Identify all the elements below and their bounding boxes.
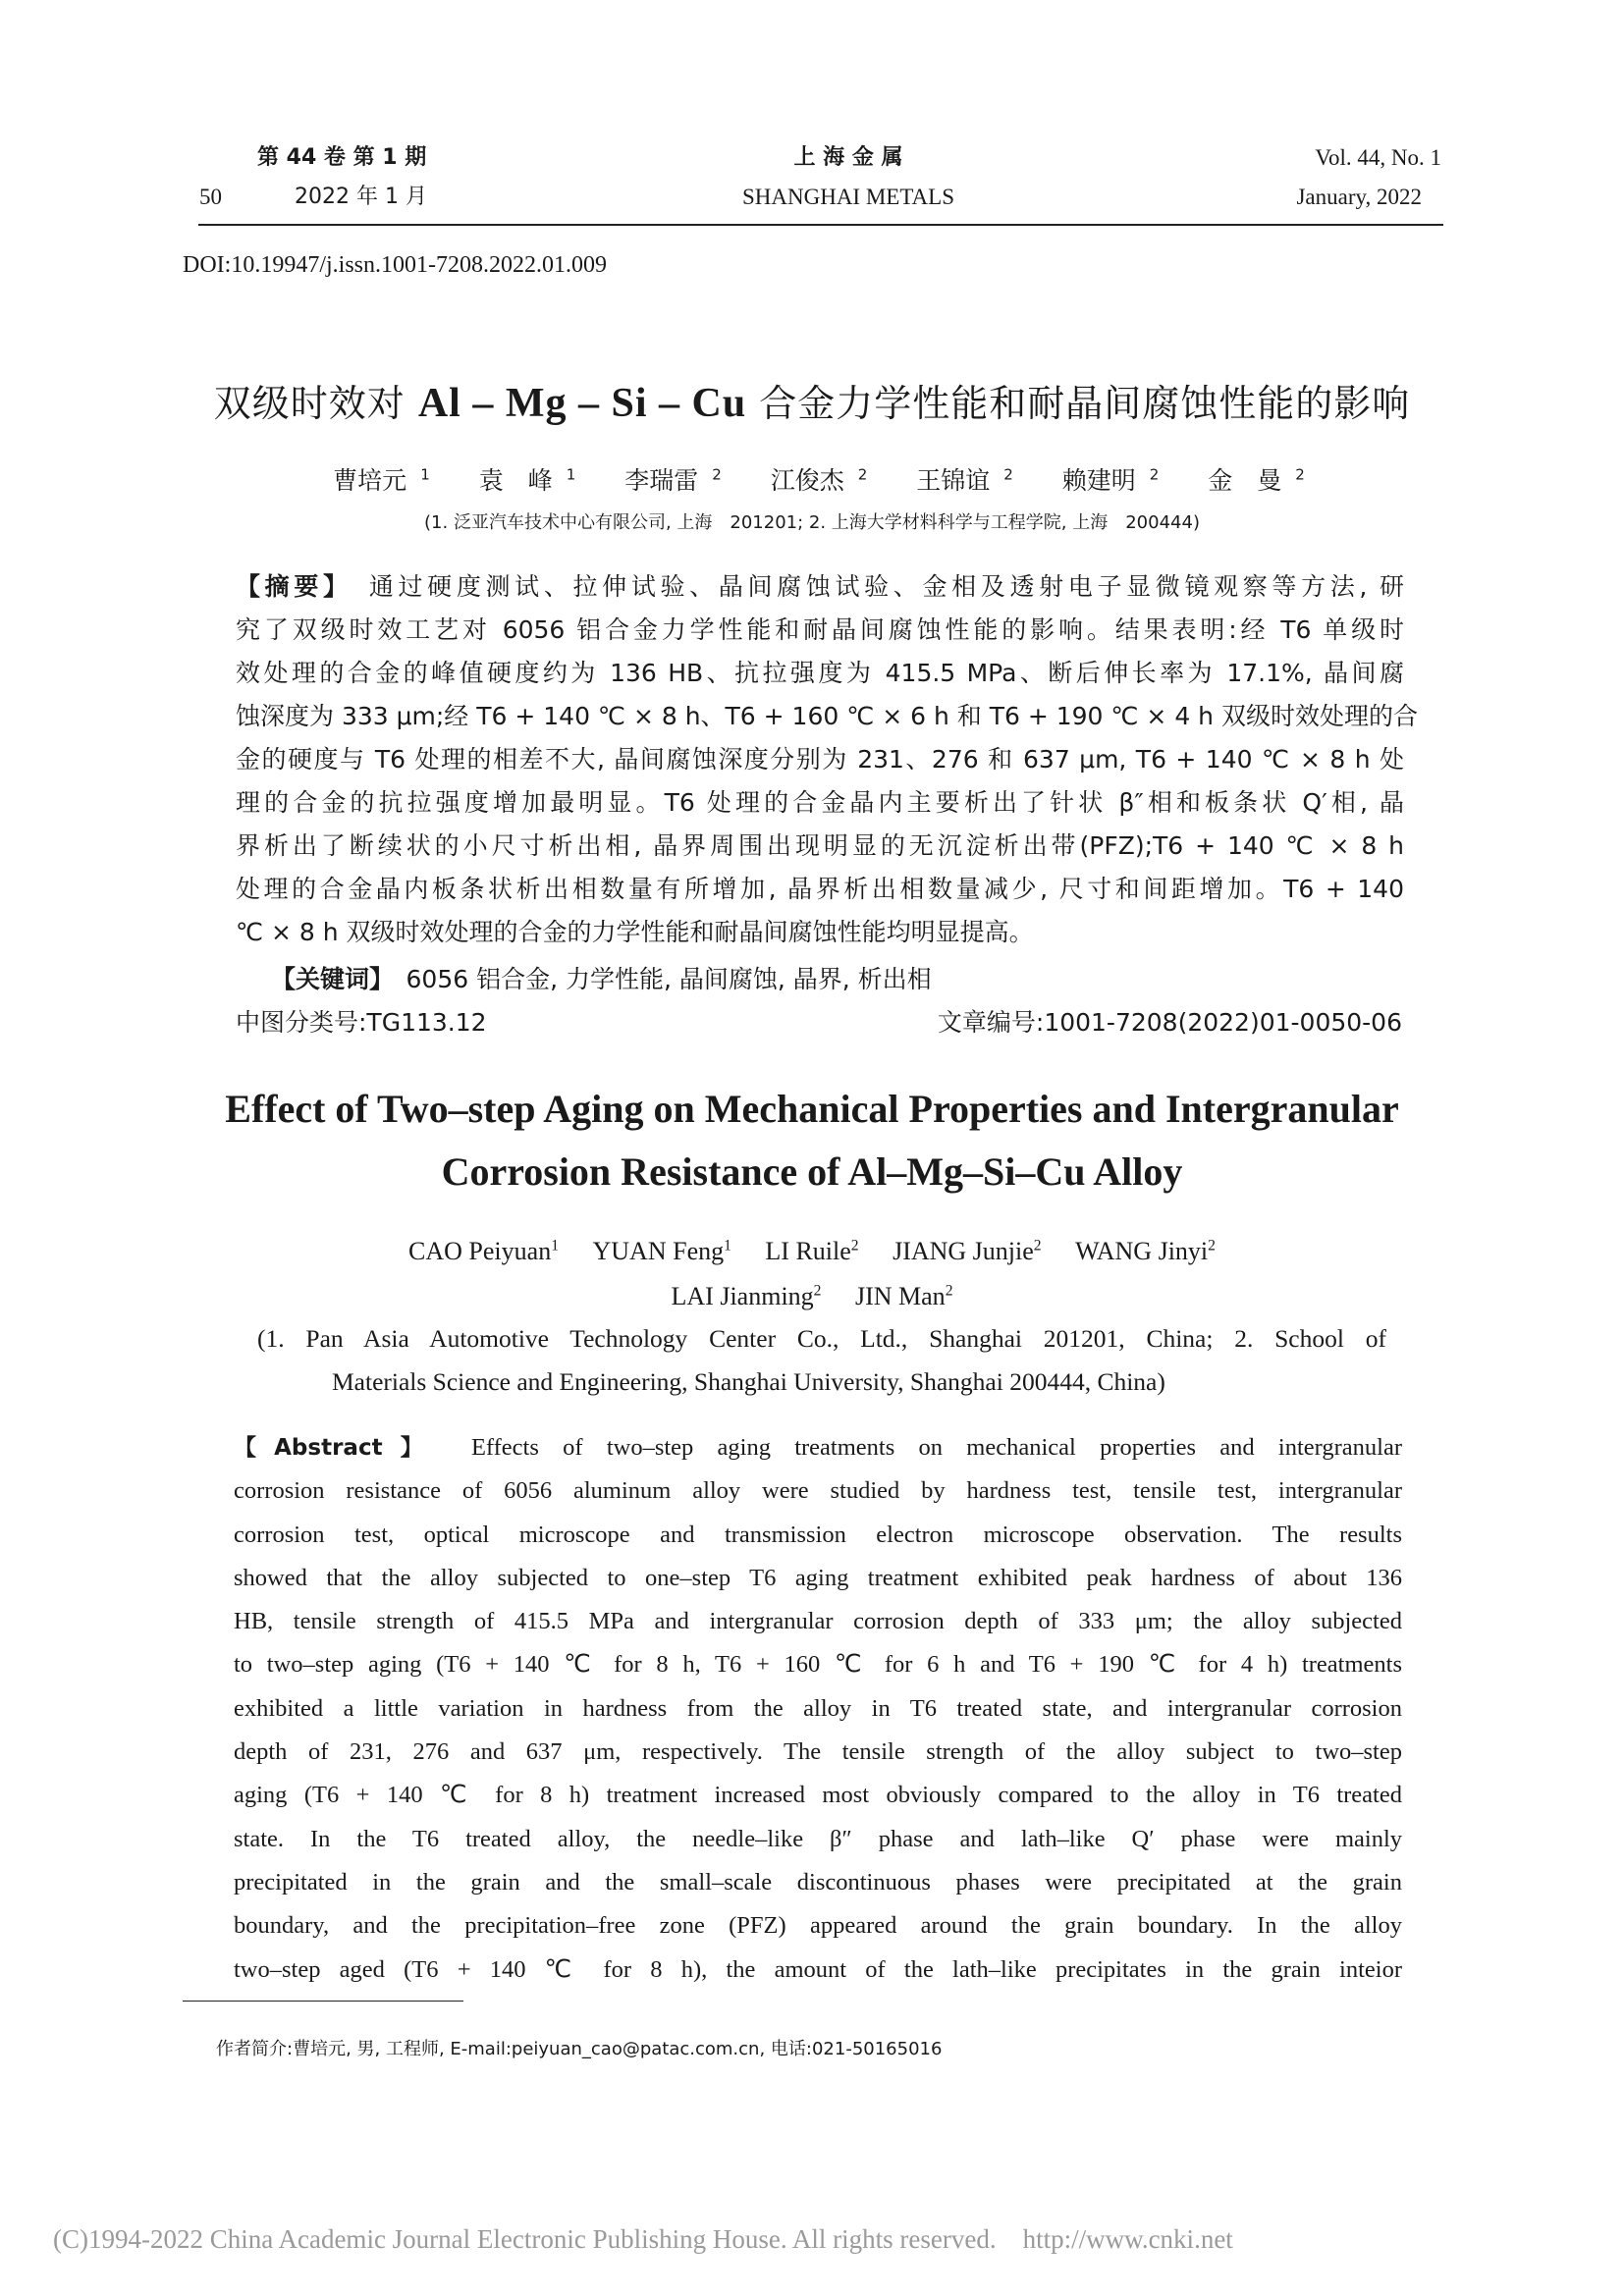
en-abstract-line: corrosion resistance of 6056 aluminum alloy were studied by hardness test, tensile test, intergranular — [234, 1477, 1402, 1505]
cn-affiliation: (1. 泛亚汽车技术中心有限公司, 上海 201201; 2. 上海大学材料科学与工程学院, 上海 200444) — [424, 512, 1200, 533]
en-affiliation — [257, 1317, 1386, 1405]
en-abstract-line: boundary, and the precipitation–free zone (PFZ) appeared around the grain boundary. In the alloy — [234, 1912, 1402, 1940]
en-abstract-line: state. In the T6 treated alloy, the needle–like β″ phase and lath–like Q′ phase were mainly — [234, 1825, 1402, 1852]
en-authors — [0, 1229, 1624, 1319]
cn-author: 李瑞雷 $^2$ — [624, 465, 722, 495]
en-abstract — [234, 1426, 1402, 1992]
cn-abstract — [236, 565, 1404, 609]
en-author: YUAN Feng$^1$ — [592, 1237, 731, 1265]
en-abstract-line: aging (T6 + 140 ℃ for 8 h) treatment increased most obviously compared to the alloy in T6 treated — [234, 1782, 1402, 1809]
en-affiliation-line: Materials Science and Engineering, Shanghai University, Shanghai 200444, China) — [332, 1367, 1165, 1397]
header-issue-cn: 第 44 卷 第 1 期 — [257, 145, 427, 170]
cn-keywords-label: 【关键词】 — [271, 965, 382, 993]
en-abstract-label: 【Abstract】 — [234, 1435, 430, 1461]
en-affiliation-line: (1. Pan Asia Automotive Technology Center Co., Ltd., Shanghai 201201, China; 2. School of — [257, 1324, 1386, 1353]
cn-abstract-label: 【摘要】 — [236, 572, 341, 601]
cn-title: 双级时效对 Al – Mg – Si – Cu 合金力学性能和耐晶间腐蚀性能的影响 — [213, 381, 1411, 426]
en-author: LAI Jianming$^2$ — [671, 1282, 822, 1310]
header-date-en: January, 2022 — [1296, 185, 1422, 209]
en-abstract-line: exhibited a little variation in hardness from the alloy in T6 treated state, and intergranular corrosion — [234, 1694, 1402, 1722]
en-author: JIANG Junjie$^2$ — [893, 1237, 1042, 1265]
cnki-link[interactable]: http://www.cnki.net — [1022, 2224, 1233, 2254]
en-abstract-line: corrosion test, optical microscope and transmission electron microscope observation. The results — [234, 1521, 1402, 1548]
footnote-rule — [183, 2001, 463, 2002]
cn-abstract-line: 处理的合金晶内板条状析出相数量有所增加, 晶界析出相数量减少, 尺寸和间距增加。T6 + 140 — [236, 875, 1404, 903]
cn-article-number: 文章编号:1001-7208(2022)01-0050-06 — [937, 1008, 1402, 1037]
header-rule — [198, 224, 1443, 226]
en-author: CAO Peiyuan$^1$ — [408, 1237, 559, 1265]
cn-abstract-line: ℃ × 8 h 双级时效处理的合金的力学性能和耐晶间腐蚀性能均明显提高。 — [236, 918, 1034, 946]
en-abstract-line: showed that the alloy subjected to one–step T6 aging treatment exhibited peak hardness of about 136 — [234, 1564, 1402, 1591]
header-page-number: 50 — [199, 185, 222, 209]
en-abstract-line: precipitated in the grain and the small–scale discontinuous phases were precipitated at the grain — [234, 1868, 1402, 1896]
en-abstract-line: depth of 231, 276 and 637 μm, respectively. The tensile strength of the alloy subject to two–step — [234, 1738, 1402, 1766]
en-title — [0, 1078, 1624, 1203]
copyright-notice: (C)1994-2022 China Academic Journal Electronic Publishing House. All rights reserved. http://www.cnki.net — [53, 2224, 1233, 2254]
header-journal-cn: 上 海 金 属 — [793, 145, 903, 170]
cn-author: 金 曼 $^2$ — [1208, 465, 1305, 495]
cn-abstract-line: 效处理的合金的峰值硬度约为 136 HB、抗拉强度为 415.5 MPa、断后伸长率为 17.1%, 晶间腐 — [236, 659, 1404, 687]
cn-author: 袁 峰 $^1$ — [478, 465, 576, 495]
cn-authors — [0, 461, 1624, 497]
en-abstract-line: to two–step aging (T6 + 140 ℃ for 8 h, T6 + 160 ℃ for 6 h and T6 + 190 ℃ for 4 h) treatments — [234, 1651, 1402, 1679]
en-abstract-line: two–step aged (T6 + 140 ℃ for 8 h), the amount of the lath–like precipitates in the grain inteior — [234, 1955, 1402, 1983]
cn-abstract-body — [236, 609, 1418, 954]
en-abstract-line: HB, tensile strength of 415.5 MPa and intergranular corrosion depth of 333 μm; the alloy subjected — [234, 1608, 1402, 1635]
cn-author: 曹培元 $^1$ — [333, 465, 430, 495]
cn-abstract-line: 界析出了断续状的小尺寸析出相, 晶界周围出现明显的无沉淀析出带(PFZ);T6 + 140 ℃ × 8 h — [236, 831, 1404, 860]
cn-keywords: 【关键词】 6056 铝合金, 力学性能, 晶间腐蚀, 晶界, 析出相 — [271, 965, 932, 993]
cn-abstract-line: 【摘要】 通过硬度测试、拉伸试验、晶间腐蚀试验、金相及透射电子显微镜观察等方法, 研 — [236, 572, 1404, 601]
en-author: WANG Jinyi$^2$ — [1075, 1237, 1216, 1265]
cn-classification: 中图分类号:TG113.12 — [236, 1008, 487, 1037]
doi: DOI:10.19947/j.issn.1001-7208.2022.01.009 — [183, 252, 607, 278]
en-author: JIN Man$^2$ — [854, 1282, 953, 1310]
cn-abstract-line: 蚀深度为 333 μm;经 T6 + 140 ℃ × 8 h、T6 + 160 ℃ × 6 h 和 T6 + 190 ℃ × 4 h 双级时效处理的合 — [236, 702, 1418, 730]
cn-author: 江俊杰 $^2$ — [770, 465, 868, 495]
header-date-cn: 2022 年 1 月 — [295, 185, 427, 209]
footnote-author-info: 作者简介:曹培元, 男, 工程师, E-mail:peiyuan_cao@patac.com.cn, 电话:021-50165016 — [216, 2039, 943, 2059]
cn-author: 王锦谊 $^2$ — [916, 465, 1013, 495]
en-abstract-line: 【Abstract】 Effects of two–step aging treatments on mechanical properties and intergranular — [234, 1434, 1402, 1461]
header-journal-en: SHANGHAI METALS — [741, 185, 955, 209]
cn-abstract-line: 理的合金的抗拉强度增加最明显。T6 处理的合金晶内主要析出了针状 β″相和板条状 Q′相, 晶 — [236, 788, 1404, 817]
cn-abstract-line: 金的硬度与 T6 处理的相差不大, 晶间腐蚀深度分别为 231、276 和 637 μm, T6 + 140 ℃ × 8 h 处 — [236, 745, 1404, 774]
cn-author: 赖建明 $^2$ — [1061, 465, 1160, 495]
en-title-line: Effect of Two–step Aging on Mechanical Properties and Intergranular — [225, 1087, 1399, 1131]
cn-abstract-line: 究了双级时效工艺对 6056 铝合金力学性能和耐晶间腐蚀性能的影响。结果表明:经 T6 单级时 — [236, 615, 1404, 644]
en-title-line: Corrosion Resistance of Al–Mg–Si–Cu Alloy — [441, 1149, 1183, 1194]
header-volume-en: Vol. 44, No. 1 — [1315, 145, 1441, 170]
en-author: LI Ruile$^2$ — [765, 1237, 859, 1265]
